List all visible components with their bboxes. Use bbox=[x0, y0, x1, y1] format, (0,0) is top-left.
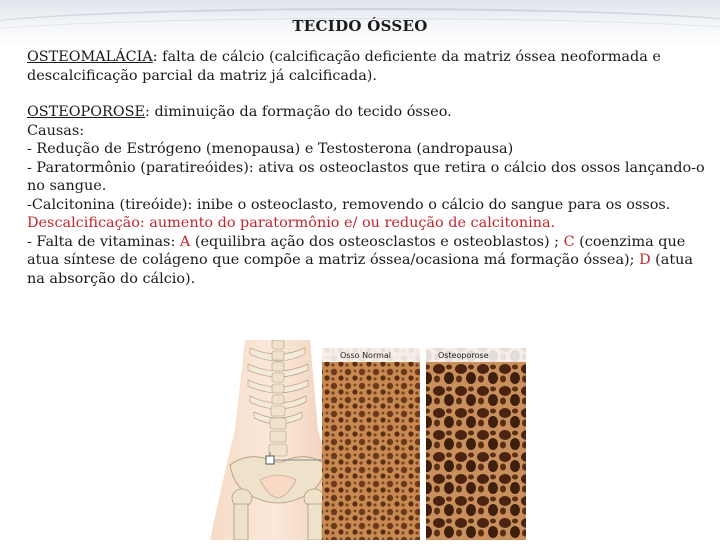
torso-skeleton bbox=[210, 340, 340, 540]
osteomalacia-paragraph bbox=[27, 48, 715, 85]
normal-bone-panel bbox=[322, 348, 420, 540]
causas-label: Causas: bbox=[27, 122, 85, 139]
osteoporosis-label: Osteoporose bbox=[438, 351, 489, 360]
slide-body bbox=[27, 48, 715, 288]
bone-illustration bbox=[190, 340, 530, 540]
descalcificacao-note: Descalcificação: aumento do paratormônio e/ ou redução de calcitonina. bbox=[27, 215, 556, 231]
vitamin-d-text: (atua na absorção do cálcio). bbox=[27, 252, 694, 287]
vitamin-a: A bbox=[179, 233, 191, 250]
vitaminas-paragraph bbox=[27, 233, 715, 289]
osteoporose-paragraph bbox=[27, 103, 715, 122]
vitamin-a-text: (equilibra ação dos osteosclastos e osteoblastos) ; bbox=[190, 233, 564, 250]
vitamin-c: C bbox=[563, 233, 575, 250]
normal-bone-label: Osso Normal bbox=[340, 351, 392, 360]
vitamin-c-text: (coenzima que atua síntese de colágeno que compõe a matriz óssea/ocasiona má formação óssea); bbox=[27, 233, 686, 268]
vitaminas-intro: - Falta de vitaminas: bbox=[27, 233, 180, 250]
osteoporose-text: : diminuição da formação do tecido ósseo. bbox=[145, 104, 452, 120]
page-title: TECIDO ÓSSEO bbox=[292, 17, 428, 35]
vitamin-d: D bbox=[639, 252, 651, 268]
bone-comparison-figure bbox=[190, 340, 530, 540]
causa-calcitonina: -Calcitonina (tireóide): inibe o osteoclasto, removendo o cálcio do sangue para os ossos. bbox=[27, 196, 671, 213]
causa-paratormonio: - Paratormônio (paratireóides): ativa os osteoclastos que retira o cálcio dos ossos lançando-o no sangue. bbox=[27, 159, 705, 194]
osteomalacia-text: : falta de cálcio (calcificação deficiente da matriz óssea neoformada e descalcificação parcial da matriz já calcificada). bbox=[27, 49, 661, 84]
causa-hormonios: - Redução de Estrógeno (menopausa) e Testosterona (andropausa) bbox=[27, 141, 514, 157]
osteoporose-term: OSTEOPOROSE bbox=[27, 104, 146, 120]
osteoporosis-bone-panel bbox=[426, 348, 526, 540]
osteomalacia-term: OSTEOMALÁCIA bbox=[27, 49, 153, 65]
